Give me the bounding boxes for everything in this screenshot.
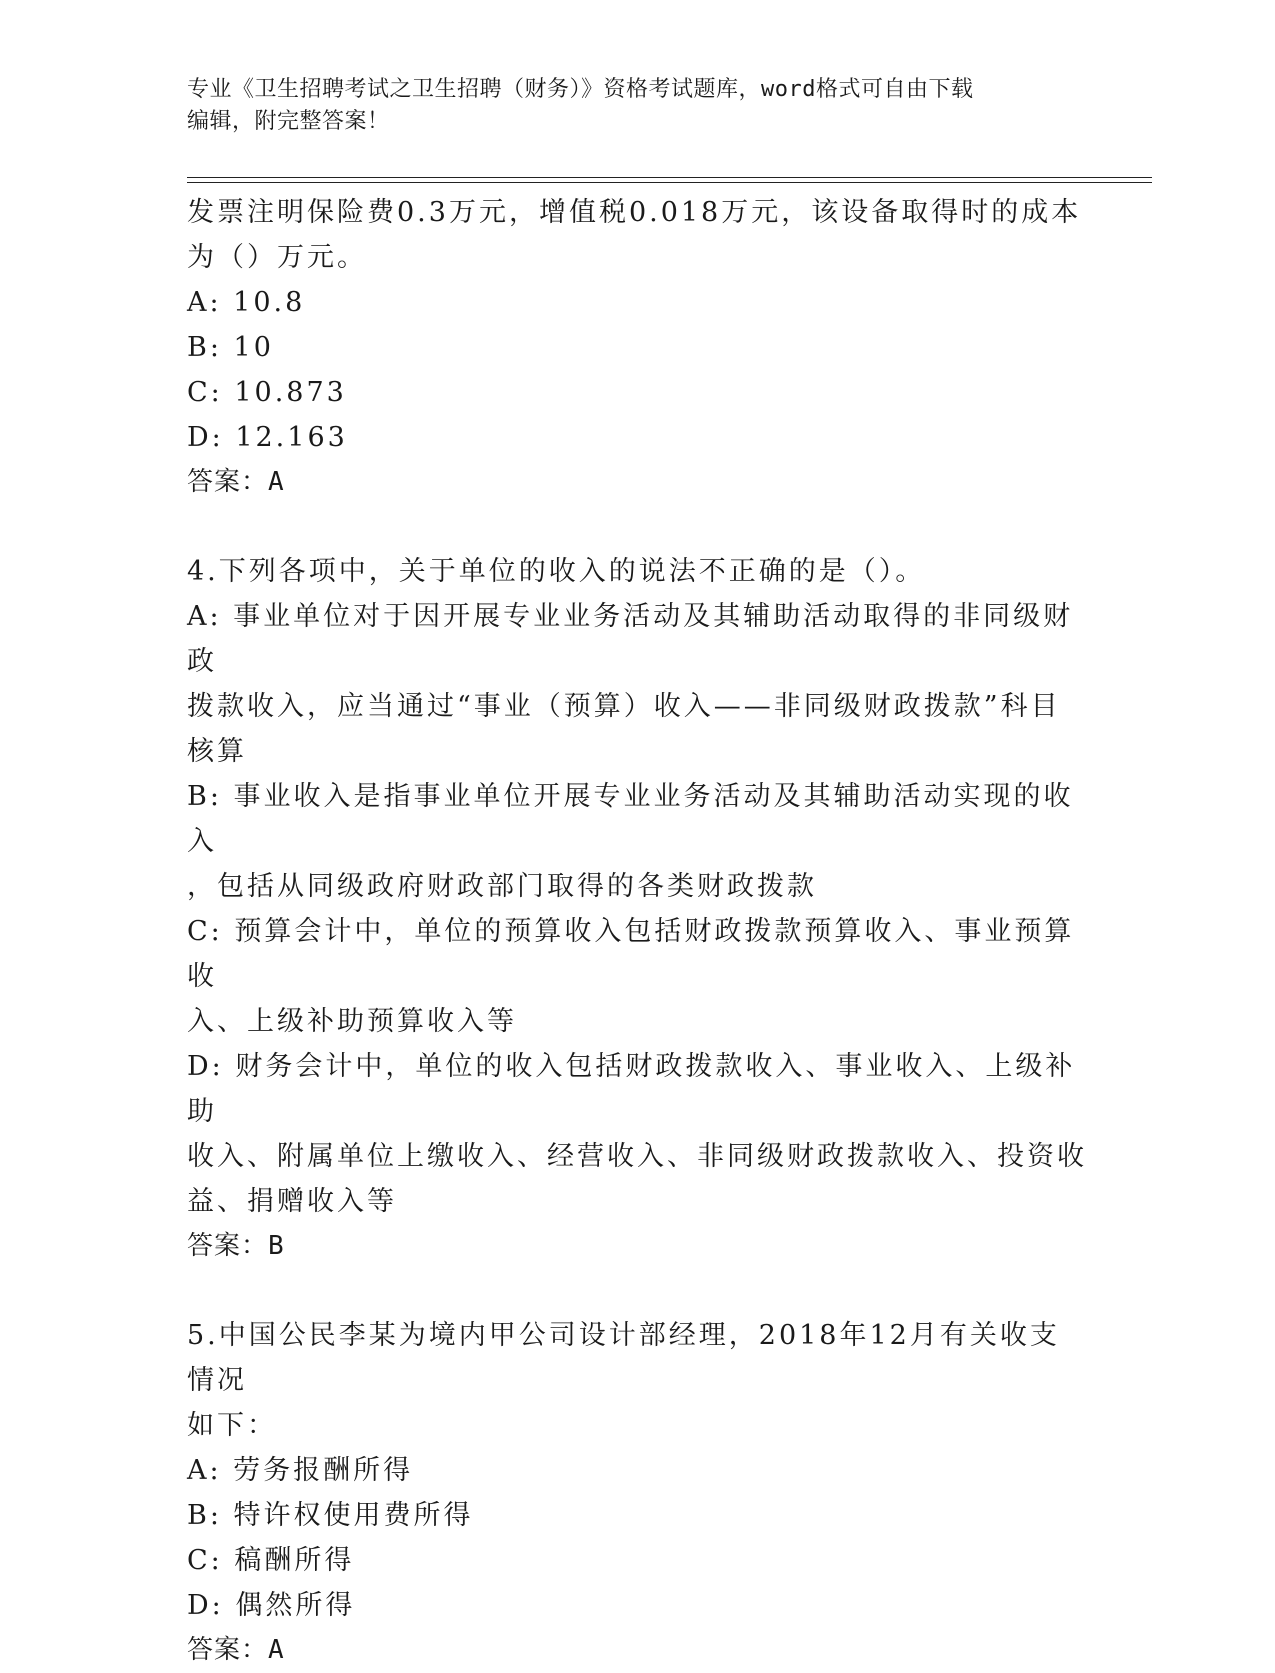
- question-5: [187, 1313, 1087, 1673]
- option-c: C: 预算会计中，单位的预算收入包括财政拨款预算收入、事业预算收: [187, 916, 1075, 992]
- option-b: B: 特许权使用费所得: [187, 1500, 474, 1531]
- question-stem: 发票注明保险费0.3万元，增值税0.018万元，该设备取得时的成本: [187, 197, 1082, 228]
- option-d-continued: 收入、附属单位上缴收入、经营收入、非同级财政拨款收入、投资收: [187, 1141, 1087, 1172]
- question-stem: 如下：: [187, 1410, 277, 1441]
- option-a-continued: 核算: [187, 736, 247, 767]
- option-c: C: 稿酬所得: [187, 1545, 355, 1576]
- header-line-2: 编辑，附完整答案！: [187, 109, 390, 134]
- option-d-continued: 益、捐赠收入等: [187, 1186, 397, 1217]
- option-a: A: 劳务报酬所得: [187, 1455, 414, 1486]
- answer-line: 答案：A: [187, 467, 285, 497]
- question-spacer: [187, 505, 1087, 549]
- document-header: [187, 74, 1077, 138]
- option-d: D: 12.163: [187, 422, 348, 453]
- option-b: B: 10: [187, 332, 274, 363]
- option-a: A: 事业单位对于因开展专业业务活动及其辅助活动取得的非同级财政: [187, 601, 1074, 677]
- question-stem: 4.下列各项中，关于单位的收入的说法不正确的是（）。: [187, 556, 926, 587]
- option-c-continued: 入、上级补助预算收入等: [187, 1006, 517, 1037]
- option-c: C: 10.873: [187, 377, 347, 408]
- answer-line: 答案：B: [187, 1231, 285, 1261]
- question-spacer: [187, 1269, 1087, 1313]
- question-list: [187, 190, 1087, 1673]
- option-a-continued: 拨款收入，应当通过“事业（预算）收入——非同级财政拨款”科目: [187, 691, 1061, 722]
- option-d: D: 偶然所得: [187, 1590, 356, 1621]
- header-line-1: 专业《卫生招聘考试之卫生招聘（财务）》资格考试题库，word格式可自由下载: [187, 77, 974, 102]
- header-divider-top: [187, 177, 1152, 178]
- question-stem: 5.中国公民李某为境内甲公司设计部经理，2018年12月有关收支情况: [187, 1320, 1060, 1396]
- option-b-continued: ，包括从同级政府财政部门取得的各类财政拨款: [187, 871, 817, 902]
- question-3: [187, 190, 1087, 505]
- answer-line: 答案：A: [187, 1635, 285, 1665]
- option-d: D: 财务会计中，单位的收入包括财政拨款收入、事业收入、上级补助: [187, 1051, 1076, 1127]
- question-4: [187, 549, 1087, 1269]
- option-a: A: 10.8: [187, 287, 306, 318]
- question-stem: 为（）万元。: [187, 242, 367, 273]
- header-divider-bottom: [187, 182, 1152, 183]
- option-b: B: 事业收入是指事业单位开展专业业务活动及其辅助活动实现的收入: [187, 781, 1074, 857]
